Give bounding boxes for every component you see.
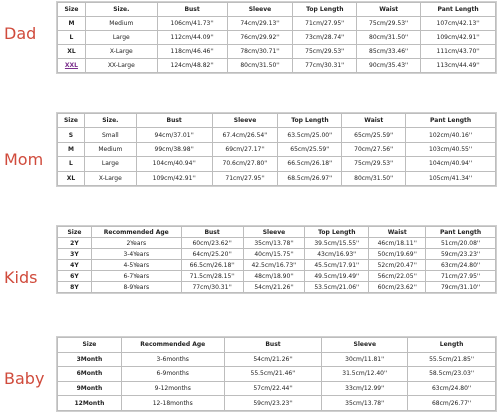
- header-row: [58, 338, 496, 353]
- table-cell: M: [58, 142, 85, 156]
- table-cell: 3Month: [58, 352, 122, 367]
- table-cell: 12Month: [58, 396, 122, 411]
- column-header: Top Length: [305, 227, 369, 238]
- table-cell: 4Y: [58, 260, 92, 271]
- table-cell: 35cm/13.78'': [322, 396, 408, 411]
- column-header: Pant Length: [426, 227, 496, 238]
- table-cell: 9-12months: [121, 381, 224, 396]
- table-cell: 46cm/18.11'': [369, 238, 426, 249]
- column-header: Waist: [357, 3, 421, 17]
- table-cell: 55.5cm/21.46'': [224, 367, 322, 382]
- table-cell: 112cm/44.09'': [157, 31, 227, 45]
- table-cell: 66.5cm/26.18'': [181, 260, 243, 271]
- table-cell: 8-9Years: [91, 282, 181, 293]
- table-cell: 102cm/40.16'': [406, 128, 496, 142]
- table-cell: 103cm/40.55'': [406, 142, 496, 156]
- table-cell: 107cm/42.13'': [421, 17, 496, 31]
- table-cell: 3Y: [58, 249, 92, 260]
- table-row: [58, 59, 496, 73]
- table-cell: 111cm/43.70'': [421, 45, 496, 59]
- column-header: Sleeve: [212, 114, 278, 128]
- table-cell: 40cm/15.75'': [243, 249, 305, 260]
- table-cell: 63cm/24.80'': [426, 260, 496, 271]
- column-header: Bust: [157, 3, 227, 17]
- column-header: Sleeve: [322, 338, 408, 353]
- table-cell: Large: [84, 157, 136, 171]
- dad-size-table: [57, 2, 496, 73]
- column-header: Size: [58, 114, 85, 128]
- table-row: [58, 352, 496, 367]
- baby-size-table: [57, 337, 496, 411]
- column-header: Bust: [136, 114, 212, 128]
- table-cell: 68.5cm/26.97'': [278, 171, 342, 185]
- table-cell: 63cm/24.80'': [408, 381, 496, 396]
- table-cell: 90cm/35.43'': [357, 59, 421, 73]
- table-row: [58, 271, 496, 282]
- table-cell: 35cm/13.78'': [243, 238, 305, 249]
- table-cell: 118cm/46.46'': [157, 45, 227, 59]
- table-cell: 52cm/20.47'': [369, 260, 426, 271]
- table-cell: 94cm/37.01'': [136, 128, 212, 142]
- table-row: [58, 142, 496, 156]
- table-row: [58, 45, 496, 59]
- kids-size-table: [57, 226, 496, 293]
- table-cell: 4-5Years: [91, 260, 181, 271]
- table-cell: 59cm/23.23'': [426, 249, 496, 260]
- table-cell: X-Large: [85, 45, 157, 59]
- kids-label: Kids: [4, 268, 38, 287]
- table-cell: 42.5cm/16.73'': [243, 260, 305, 271]
- table-cell: Small: [84, 128, 136, 142]
- table-row: [58, 238, 496, 249]
- column-header: Pant Length: [421, 3, 496, 17]
- table-cell: 77cm/30.31'': [181, 282, 243, 293]
- table-cell: 9Month: [58, 381, 122, 396]
- table-cell: XXL: [58, 59, 86, 73]
- table-cell: 99cm/38.98'': [136, 142, 212, 156]
- table-cell: 71.5cm/28.15'': [181, 271, 243, 282]
- table-cell: 12-18months: [121, 396, 224, 411]
- table-cell: 78cm/30.71'': [227, 45, 293, 59]
- header-row: [58, 227, 496, 238]
- table-cell: 3-6months: [121, 352, 224, 367]
- table-cell: M: [58, 17, 86, 31]
- header-row: [58, 114, 496, 128]
- table-cell: 3-4Years: [91, 249, 181, 260]
- table-cell: 53.5cm/21.06'': [305, 282, 369, 293]
- table-cell: 71cm/27.95'': [426, 271, 496, 282]
- table-cell: 79cm/31.10'': [426, 282, 496, 293]
- table-cell: 57cm/22.44'': [224, 381, 322, 396]
- table-cell: 124cm/48.82'': [157, 59, 227, 73]
- table-cell: 60cm/23.62'': [369, 282, 426, 293]
- dad-label: Dad: [4, 24, 37, 43]
- column-header: Size: [58, 227, 92, 238]
- table-row: [58, 396, 496, 411]
- table-cell: 8Y: [58, 282, 92, 293]
- table-cell: 48cm/18.90'': [243, 271, 305, 282]
- table-cell: 75cm/29.53'': [342, 157, 406, 171]
- table-cell: 49.5cm/19.49'': [305, 271, 369, 282]
- table-cell: 60cm/23.62'': [181, 238, 243, 249]
- table-cell: 70cm/27.56'': [342, 142, 406, 156]
- table-cell: 65cm/25.59'': [278, 142, 342, 156]
- column-header: Sleeve: [243, 227, 305, 238]
- table-row: [58, 282, 496, 293]
- column-header: Bust: [224, 338, 322, 353]
- table-cell: 104cm/40.94'': [406, 157, 496, 171]
- table-cell: 64cm/25.20'': [181, 249, 243, 260]
- table-cell: Medium: [84, 142, 136, 156]
- table-cell: 55.5cm/21.85'': [408, 352, 496, 367]
- table-cell: 66.5cm/26.18'': [278, 157, 342, 171]
- table-row: [58, 31, 496, 45]
- column-header: Pant Length: [406, 114, 496, 128]
- table-cell: S: [58, 128, 85, 142]
- table-cell: L: [58, 31, 86, 45]
- table-cell: 70.6cm/27.80'': [212, 157, 278, 171]
- table-cell: 6-7Years: [91, 271, 181, 282]
- table-cell: L: [58, 157, 85, 171]
- table-row: [58, 260, 496, 271]
- table-row: [58, 17, 496, 31]
- table-cell: 30cm/11.81'': [322, 352, 408, 367]
- table-cell: 51cm/20.08'': [426, 238, 496, 249]
- table-cell: 75cm/29.53'': [357, 17, 421, 31]
- column-header: Waist: [342, 114, 406, 128]
- table-cell: 75cm/29.53'': [293, 45, 357, 59]
- table-row: [58, 249, 496, 260]
- column-header: Sleeve: [227, 3, 293, 17]
- column-header: Size.: [85, 3, 157, 17]
- table-cell: 109cm/42.91'': [421, 31, 496, 45]
- table-row: [58, 171, 496, 185]
- column-header: Recommended Age: [91, 227, 181, 238]
- column-header: Size: [58, 3, 86, 17]
- table-cell: 77cm/30.31'': [293, 59, 357, 73]
- column-header: Waist: [369, 227, 426, 238]
- column-header: Size.: [84, 114, 136, 128]
- table-cell: 50cm/19.69'': [369, 249, 426, 260]
- table-cell: 71cm/27.95'': [212, 171, 278, 185]
- table-cell: 58.5cm/23.03'': [408, 367, 496, 382]
- table-cell: 113cm/44.49'': [421, 59, 496, 73]
- mom-size-table: [57, 113, 496, 186]
- table-cell: 6Month: [58, 367, 122, 382]
- table-cell: XL: [58, 45, 86, 59]
- table-cell: 59cm/23.23'': [224, 396, 322, 411]
- column-header: Size: [58, 338, 122, 353]
- table-cell: 73cm/28.74'': [293, 31, 357, 45]
- column-header: Bust: [181, 227, 243, 238]
- table-cell: 80cm/31.50'': [342, 171, 406, 185]
- table-cell: 65cm/25.59'': [342, 128, 406, 142]
- table-cell: 104cm/40.94'': [136, 157, 212, 171]
- table-row: [58, 157, 496, 171]
- table-cell: 39.5cm/15.55'': [305, 238, 369, 249]
- table-cell: 106cm/41.73'': [157, 17, 227, 31]
- header-row: [58, 3, 496, 17]
- column-header: Length: [408, 338, 496, 353]
- table-cell: 71cm/27.95'': [293, 17, 357, 31]
- table-cell: 74cm/29.13'': [227, 17, 293, 31]
- table-cell: 43cm/16.93'': [305, 249, 369, 260]
- table-cell: 85cm/33.46'': [357, 45, 421, 59]
- column-header: Recommended Age: [121, 338, 224, 353]
- table-cell: 67.4cm/26.54'': [212, 128, 278, 142]
- table-cell: 56cm/22.05'': [369, 271, 426, 282]
- column-header: Top Length: [293, 3, 357, 17]
- table-cell: 2Years: [91, 238, 181, 249]
- table-cell: 54cm/21.26'': [224, 352, 322, 367]
- table-cell: X-Large: [84, 171, 136, 185]
- column-header: Top Length: [278, 114, 342, 128]
- mom-label: Mom: [4, 150, 44, 169]
- table-cell: 6Y: [58, 271, 92, 282]
- table-row: [58, 367, 496, 382]
- table-row: [58, 128, 496, 142]
- table-cell: XL: [58, 171, 85, 185]
- table-cell: 76cm/29.92'': [227, 31, 293, 45]
- table-cell: 45.5cm/17.91'': [305, 260, 369, 271]
- table-row: [58, 381, 496, 396]
- table-cell: 6-9months: [121, 367, 224, 382]
- table-cell: 54cm/21.26'': [243, 282, 305, 293]
- table-cell: 2Y: [58, 238, 92, 249]
- table-cell: 31.5cm/12.40'': [322, 367, 408, 382]
- table-cell: 109cm/42.91'': [136, 171, 212, 185]
- table-cell: Medium: [85, 17, 157, 31]
- table-cell: 80cm/31.50'': [357, 31, 421, 45]
- table-cell: Large: [85, 31, 157, 45]
- table-cell: 68cm/26.77'': [408, 396, 496, 411]
- table-cell: 63.5cm/25.00'': [278, 128, 342, 142]
- table-cell: 80cm/31.50'': [227, 59, 293, 73]
- baby-label: Baby: [4, 369, 45, 388]
- table-cell: 105cm/41.34'': [406, 171, 496, 185]
- table-cell: 33cm/12.99'': [322, 381, 408, 396]
- table-cell: XX-Large: [85, 59, 157, 73]
- table-cell: 69cm/27.17'': [212, 142, 278, 156]
